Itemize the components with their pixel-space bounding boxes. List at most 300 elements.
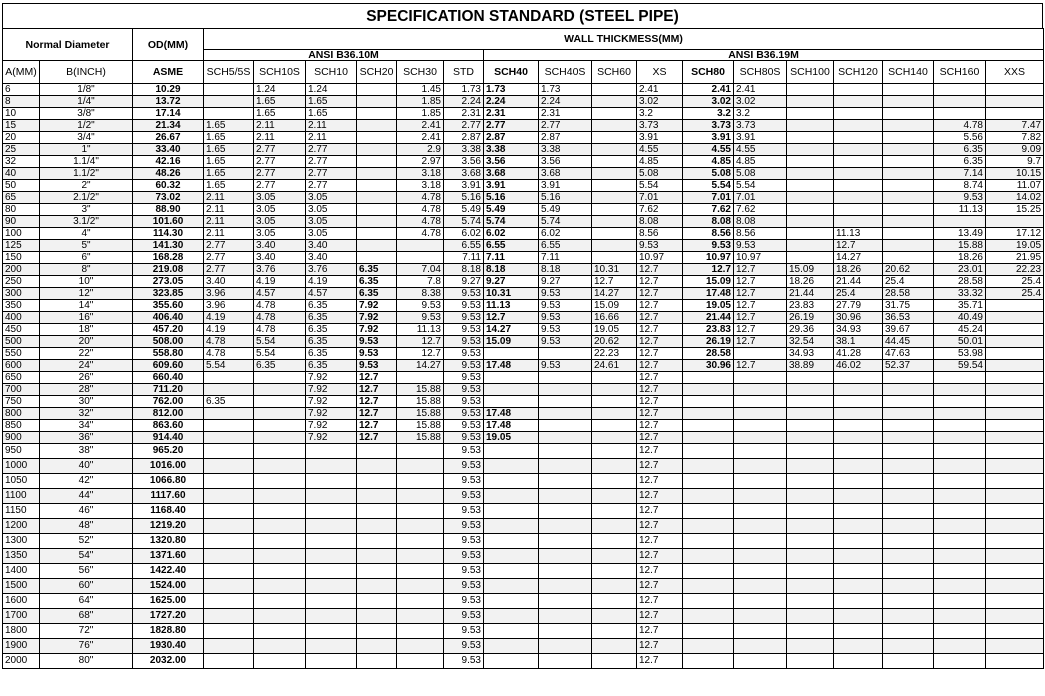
table-cell: 1.73 xyxy=(539,84,592,96)
table-cell: 26.19 xyxy=(787,312,834,324)
table-cell: 6.55 xyxy=(539,240,592,252)
table-cell xyxy=(934,84,986,96)
table-cell xyxy=(592,579,637,594)
table-cell xyxy=(883,654,934,669)
table-cell: 3.91 xyxy=(444,180,484,192)
table-cell xyxy=(357,489,397,504)
table-row xyxy=(3,639,1044,654)
table-cell: 25.4 xyxy=(986,276,1044,288)
table-row xyxy=(3,519,1044,534)
table-cell: 45.24 xyxy=(934,324,986,336)
table-row xyxy=(3,420,1044,432)
table-cell xyxy=(592,444,637,459)
table-cell: 4.19 xyxy=(254,276,306,288)
table-cell xyxy=(683,396,734,408)
table-cell xyxy=(787,474,834,489)
table-cell: 3.02 xyxy=(637,96,683,108)
table-cell: 3.1/2" xyxy=(40,216,133,228)
table-cell xyxy=(834,372,883,384)
table-cell xyxy=(787,180,834,192)
table-cell: 21.95 xyxy=(986,252,1044,264)
table-cell xyxy=(204,432,254,444)
table-cell xyxy=(484,348,539,360)
table-cell: 1/8" xyxy=(40,84,133,96)
table-cell: 6.35 xyxy=(306,360,357,372)
table-cell: 11.13 xyxy=(934,204,986,216)
table-cell: 7.62 xyxy=(734,204,787,216)
table-cell: 18.26 xyxy=(934,252,986,264)
table-cell xyxy=(254,372,306,384)
table-cell xyxy=(357,84,397,96)
table-cell: 3.40 xyxy=(204,276,254,288)
table-cell: 2.41 xyxy=(397,120,444,132)
table-cell: 9.53 xyxy=(444,420,484,432)
table-cell xyxy=(539,519,592,534)
table-cell: 1.1/4" xyxy=(40,156,133,168)
table-cell: 12.7 xyxy=(637,264,683,276)
table-cell xyxy=(834,444,883,459)
table-cell xyxy=(254,444,306,459)
table-cell xyxy=(592,204,637,216)
table-cell xyxy=(787,84,834,96)
table-cell xyxy=(397,564,444,579)
table-cell xyxy=(357,228,397,240)
table-cell xyxy=(683,432,734,444)
table-cell: 9.53 xyxy=(444,396,484,408)
table-cell xyxy=(683,474,734,489)
table-cell: 2.77 xyxy=(306,168,357,180)
table-cell xyxy=(539,444,592,459)
table-cell: 450 xyxy=(3,324,40,336)
table-cell: 2000 xyxy=(3,654,40,669)
table-row xyxy=(3,489,1044,504)
table-cell xyxy=(592,372,637,384)
table-cell xyxy=(254,384,306,396)
table-cell xyxy=(934,459,986,474)
table-cell: 2.11 xyxy=(306,120,357,132)
table-cell: 14.27 xyxy=(484,324,539,336)
table-cell: 3.38 xyxy=(484,144,539,156)
table-cell: 12.7 xyxy=(357,408,397,420)
table-cell: 7.11 xyxy=(444,252,484,264)
table-cell: 6.35 xyxy=(306,324,357,336)
table-cell: 12.7 xyxy=(637,444,683,459)
table-cell: 500 xyxy=(3,336,40,348)
table-cell: 12.7 xyxy=(397,336,444,348)
table-cell: 10.31 xyxy=(592,264,637,276)
table-cell: 80 xyxy=(3,204,40,216)
table-cell: 6 xyxy=(3,84,40,96)
table-cell: 9.53 xyxy=(444,348,484,360)
table-cell: 24" xyxy=(40,360,133,372)
table-cell: 12.7 xyxy=(637,276,683,288)
table-cell: 8.08 xyxy=(734,216,787,228)
table-cell: 8" xyxy=(40,264,133,276)
table-cell: 9.53 xyxy=(444,384,484,396)
table-row xyxy=(3,474,1044,489)
table-cell: 9.53 xyxy=(539,336,592,348)
table-cell xyxy=(539,384,592,396)
table-cell xyxy=(734,348,787,360)
table-cell xyxy=(306,534,357,549)
table-cell: 6.35 xyxy=(357,288,397,300)
table-cell xyxy=(204,654,254,669)
table-cell xyxy=(254,474,306,489)
table-cell: 3.05 xyxy=(254,204,306,216)
table-cell: 34.93 xyxy=(834,324,883,336)
table-cell: 15.25 xyxy=(986,204,1044,216)
table-cell: 1320.80 xyxy=(133,534,204,549)
table-cell: 12.7 xyxy=(637,489,683,504)
table-cell xyxy=(734,654,787,669)
table-cell: 323.85 xyxy=(133,288,204,300)
table-row xyxy=(3,504,1044,519)
table-cell xyxy=(484,534,539,549)
table-cell: 3.05 xyxy=(254,216,306,228)
table-cell xyxy=(986,534,1044,549)
table-cell xyxy=(204,408,254,420)
table-cell: 12.7 xyxy=(637,594,683,609)
table-cell xyxy=(204,564,254,579)
table-cell: 50 xyxy=(3,180,40,192)
table-cell xyxy=(204,474,254,489)
table-cell: 53.98 xyxy=(934,348,986,360)
table-cell: 5.49 xyxy=(539,204,592,216)
table-cell xyxy=(592,168,637,180)
table-cell: 3.68 xyxy=(444,168,484,180)
table-cell: 2.77 xyxy=(306,144,357,156)
table-cell: 13.72 xyxy=(133,96,204,108)
table-cell xyxy=(986,360,1044,372)
table-cell xyxy=(834,408,883,420)
table-cell: 1.65 xyxy=(204,168,254,180)
table-cell xyxy=(883,564,934,579)
table-cell: 4.19 xyxy=(306,276,357,288)
table-cell: 3.38 xyxy=(444,144,484,156)
table-cell xyxy=(484,504,539,519)
table-cell: 60" xyxy=(40,579,133,594)
table-cell: 9.53 xyxy=(444,432,484,444)
table-cell: 17.48 xyxy=(683,288,734,300)
table-row xyxy=(3,360,1044,372)
table-row xyxy=(3,156,1044,168)
table-cell: 1828.80 xyxy=(133,624,204,639)
table-cell: 73.02 xyxy=(133,192,204,204)
table-cell xyxy=(539,654,592,669)
table-cell xyxy=(834,144,883,156)
table-cell: 9.53 xyxy=(444,300,484,312)
table-cell: 3.40 xyxy=(254,240,306,252)
table-cell xyxy=(592,609,637,624)
table-cell: 1.65 xyxy=(204,132,254,144)
table-cell xyxy=(539,624,592,639)
table-cell xyxy=(306,459,357,474)
table-cell: 3.73 xyxy=(683,120,734,132)
col-header: SCH20 xyxy=(357,61,397,84)
table-cell xyxy=(306,504,357,519)
table-cell: 32" xyxy=(40,408,133,420)
table-cell: 3.2 xyxy=(637,108,683,120)
table-cell: 2.41 xyxy=(397,132,444,144)
table-cell: 46.02 xyxy=(834,360,883,372)
table-cell: 4.78 xyxy=(254,300,306,312)
table-cell: 1/2" xyxy=(40,120,133,132)
table-cell: 9.53 xyxy=(444,639,484,654)
page-title: SPECIFICATION STANDARD (STEEL PIPE) xyxy=(2,3,1043,28)
table-cell: 700 xyxy=(3,384,40,396)
table-cell xyxy=(683,459,734,474)
table-cell xyxy=(734,384,787,396)
table-body xyxy=(3,84,1044,669)
table-cell: 38.1 xyxy=(834,336,883,348)
table-cell: 9.53 xyxy=(444,324,484,336)
table-cell xyxy=(306,579,357,594)
table-cell: 12.7 xyxy=(637,639,683,654)
table-cell xyxy=(834,84,883,96)
table-cell: 3.40 xyxy=(306,240,357,252)
table-cell xyxy=(883,549,934,564)
table-cell: 18" xyxy=(40,324,133,336)
table-row xyxy=(3,132,1044,144)
table-cell xyxy=(934,639,986,654)
table-cell: 2.41 xyxy=(683,84,734,96)
table-cell: 2.77 xyxy=(254,168,306,180)
table-cell: 12.7 xyxy=(637,564,683,579)
col-header: SCH5/5S xyxy=(204,61,254,84)
table-cell: 14.27 xyxy=(592,288,637,300)
table-cell: 1.65 xyxy=(204,180,254,192)
table-cell xyxy=(734,624,787,639)
table-cell: 26.19 xyxy=(683,336,734,348)
table-cell xyxy=(204,108,254,120)
table-cell xyxy=(683,372,734,384)
table-cell xyxy=(397,579,444,594)
table-cell: 15 xyxy=(3,120,40,132)
table-cell: 9.53 xyxy=(444,459,484,474)
table-cell xyxy=(592,132,637,144)
table-cell: 1.65 xyxy=(254,108,306,120)
table-cell xyxy=(397,489,444,504)
table-cell: 21.44 xyxy=(834,276,883,288)
table-cell: 14" xyxy=(40,300,133,312)
table-cell xyxy=(539,432,592,444)
table-cell xyxy=(934,408,986,420)
table-cell xyxy=(254,420,306,432)
table-cell: 2.24 xyxy=(539,96,592,108)
table-cell: 23.01 xyxy=(934,264,986,276)
table-cell xyxy=(734,444,787,459)
table-cell xyxy=(357,594,397,609)
table-cell xyxy=(883,132,934,144)
table-cell xyxy=(883,459,934,474)
table-cell: 9.53 xyxy=(357,336,397,348)
table-row xyxy=(3,180,1044,192)
table-cell xyxy=(787,144,834,156)
table-cell: 12.7 xyxy=(592,276,637,288)
table-cell xyxy=(834,489,883,504)
table-cell: 7.92 xyxy=(306,432,357,444)
table-cell: 6.02 xyxy=(484,228,539,240)
table-cell xyxy=(883,420,934,432)
table-row xyxy=(3,408,1044,420)
table-cell xyxy=(683,504,734,519)
table-cell xyxy=(539,564,592,579)
table-cell xyxy=(883,144,934,156)
table-cell xyxy=(683,639,734,654)
table-cell: 5.16 xyxy=(539,192,592,204)
table-cell: 3.91 xyxy=(484,180,539,192)
table-cell: 1" xyxy=(40,144,133,156)
table-cell: 6.35 xyxy=(254,360,306,372)
table-cell: 21.44 xyxy=(787,288,834,300)
table-cell: 2.77 xyxy=(306,180,357,192)
table-cell: 8.56 xyxy=(734,228,787,240)
table-cell xyxy=(484,639,539,654)
table-cell xyxy=(397,474,444,489)
table-cell: 9.53 xyxy=(444,564,484,579)
table-cell: 9.53 xyxy=(539,312,592,324)
table-cell: 3.05 xyxy=(254,228,306,240)
table-cell xyxy=(834,579,883,594)
table-cell: 2.87 xyxy=(539,132,592,144)
table-row xyxy=(3,609,1044,624)
table-cell xyxy=(683,579,734,594)
table-cell: 609.60 xyxy=(133,360,204,372)
table-cell: 660.40 xyxy=(133,372,204,384)
table-cell: 2.24 xyxy=(444,96,484,108)
table-cell xyxy=(986,654,1044,669)
table-cell: 219.08 xyxy=(133,264,204,276)
table-cell xyxy=(787,534,834,549)
col-header: SCH80S xyxy=(734,61,787,84)
table-cell: 2.41 xyxy=(734,84,787,96)
table-cell: 6.35 xyxy=(306,348,357,360)
normal-diameter-header: Normal Diameter xyxy=(3,29,133,61)
table-cell: 6.55 xyxy=(444,240,484,252)
table-cell: 12.7 xyxy=(683,264,734,276)
table-cell: 33.40 xyxy=(133,144,204,156)
table-cell: 5.54 xyxy=(734,180,787,192)
table-cell xyxy=(834,504,883,519)
table-cell xyxy=(734,474,787,489)
table-cell: 863.60 xyxy=(133,420,204,432)
table-cell: 12.7 xyxy=(637,624,683,639)
col-header: SCH40 xyxy=(484,61,539,84)
table-cell: 2.1/2" xyxy=(40,192,133,204)
table-cell: 28.58 xyxy=(683,348,734,360)
table-cell xyxy=(834,459,883,474)
table-cell xyxy=(787,408,834,420)
table-cell xyxy=(484,549,539,564)
table-cell: 12.7 xyxy=(637,372,683,384)
table-cell: 1.65 xyxy=(306,108,357,120)
col-header: SCH60 xyxy=(592,61,637,84)
table-cell xyxy=(986,432,1044,444)
table-cell: 12.7 xyxy=(637,654,683,669)
table-cell: 16.66 xyxy=(592,312,637,324)
table-cell: 1800 xyxy=(3,624,40,639)
table-cell: 7.92 xyxy=(357,324,397,336)
table-cell: 40.49 xyxy=(934,312,986,324)
table-cell: 12.7 xyxy=(734,312,787,324)
table-cell: 3.05 xyxy=(306,192,357,204)
table-row xyxy=(3,240,1044,252)
table-cell: 3.56 xyxy=(484,156,539,168)
table-cell: 24.61 xyxy=(592,360,637,372)
table-cell xyxy=(357,120,397,132)
table-cell: 2.97 xyxy=(397,156,444,168)
table-cell xyxy=(592,192,637,204)
table-cell xyxy=(834,654,883,669)
table-cell xyxy=(787,240,834,252)
table-cell: 5.54 xyxy=(204,360,254,372)
table-cell xyxy=(306,474,357,489)
table-cell: 52.37 xyxy=(883,360,934,372)
table-cell: 9.53 xyxy=(444,474,484,489)
table-cell: 14.02 xyxy=(986,192,1044,204)
table-cell xyxy=(397,240,444,252)
table-cell xyxy=(834,420,883,432)
table-cell: 12.7 xyxy=(637,420,683,432)
table-cell: 9.53 xyxy=(539,288,592,300)
table-cell: 11.07 xyxy=(986,180,1044,192)
table-cell xyxy=(357,519,397,534)
table-cell xyxy=(397,624,444,639)
table-row xyxy=(3,84,1044,96)
table-cell xyxy=(834,474,883,489)
table-cell xyxy=(204,639,254,654)
table-cell xyxy=(787,594,834,609)
table-cell: 11.13 xyxy=(834,228,883,240)
table-cell xyxy=(986,474,1044,489)
table-cell: 22" xyxy=(40,348,133,360)
table-cell: 21.44 xyxy=(683,312,734,324)
table-cell: 7.11 xyxy=(484,252,539,264)
table-cell xyxy=(934,594,986,609)
table-cell: 1100 xyxy=(3,489,40,504)
table-cell xyxy=(986,489,1044,504)
table-cell xyxy=(397,519,444,534)
table-cell: 3.05 xyxy=(254,192,306,204)
table-cell xyxy=(397,459,444,474)
table-cell: 1350 xyxy=(3,549,40,564)
table-cell: 1150 xyxy=(3,504,40,519)
table-cell xyxy=(683,549,734,564)
table-cell: 141.30 xyxy=(133,240,204,252)
table-cell xyxy=(592,549,637,564)
col-header: SCH40S xyxy=(539,61,592,84)
table-cell xyxy=(204,594,254,609)
table-cell: 1.24 xyxy=(254,84,306,96)
table-cell: 12.7 xyxy=(637,519,683,534)
table-cell: 3.68 xyxy=(539,168,592,180)
table-cell: 3/4" xyxy=(40,132,133,144)
table-cell: 2.77 xyxy=(539,120,592,132)
table-cell: 1.73 xyxy=(444,84,484,96)
col-header: SCH30 xyxy=(397,61,444,84)
table-cell: 850 xyxy=(3,420,40,432)
table-row xyxy=(3,444,1044,459)
table-cell: 39.67 xyxy=(883,324,934,336)
table-cell xyxy=(986,594,1044,609)
table-cell: 6" xyxy=(40,252,133,264)
table-cell xyxy=(834,384,883,396)
table-cell xyxy=(539,372,592,384)
table-cell xyxy=(834,594,883,609)
table-cell xyxy=(357,579,397,594)
table-cell xyxy=(734,489,787,504)
od-header: OD(MM) xyxy=(133,29,204,61)
